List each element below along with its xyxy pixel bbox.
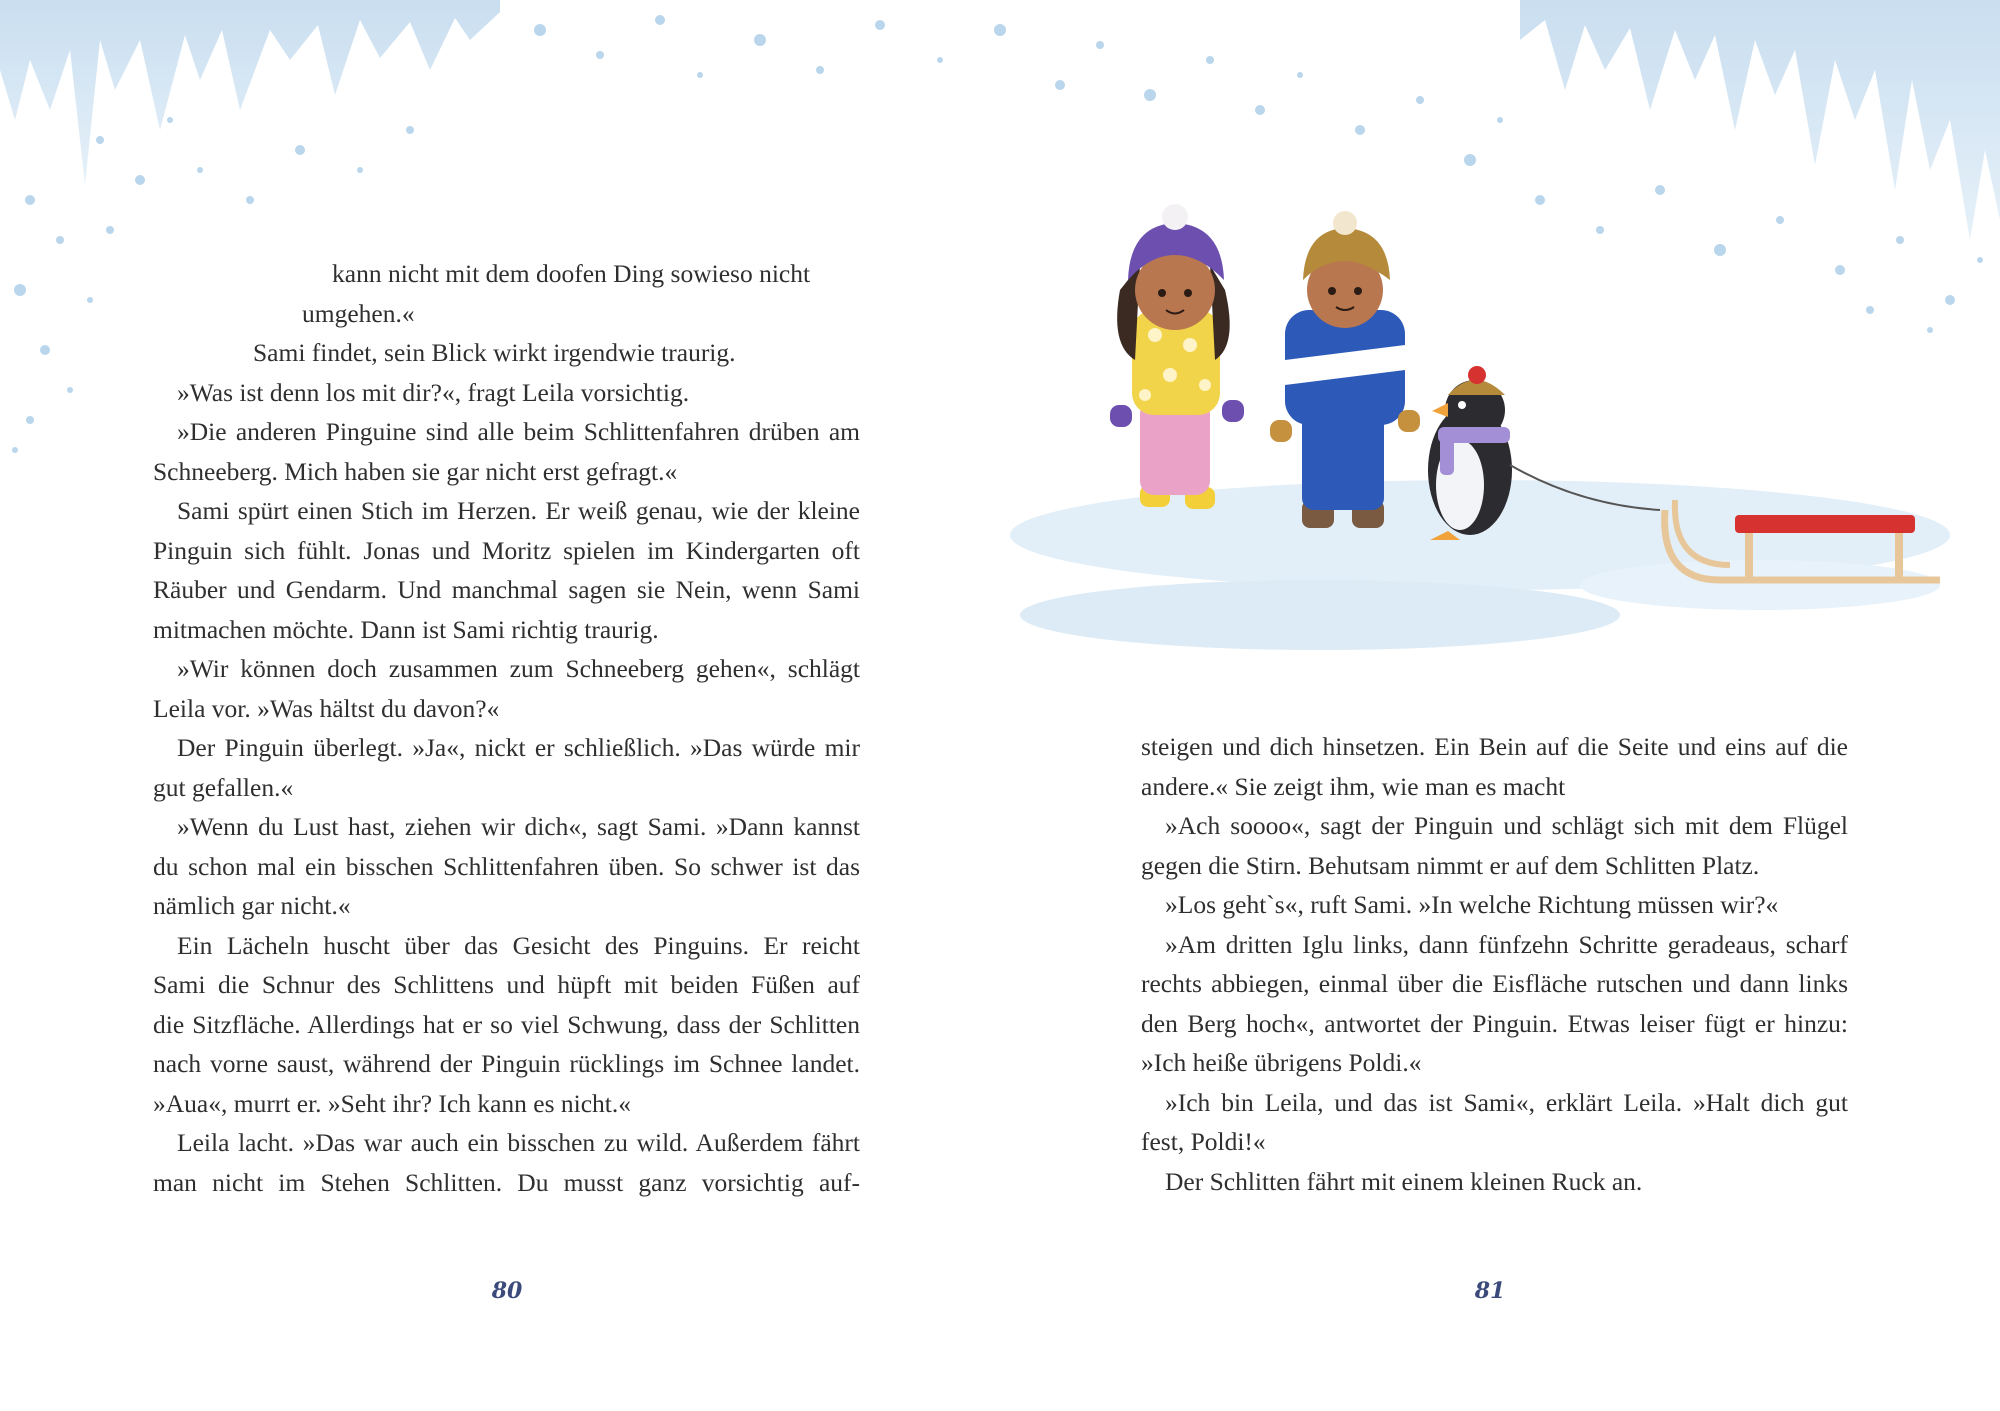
right-page-text bbox=[1141, 727, 1848, 1201]
text-line: »Ach soooo«, sagt der Pinguin und schlägt sich mit dem Flügel bbox=[1165, 811, 1848, 840]
children-penguin-sled-illustration bbox=[960, 195, 1960, 695]
text-line: »Was ist denn los mit dir?«, fragt Leila vorsichtig. bbox=[177, 377, 690, 407]
text-line: »Die anderen Pinguine sind alle beim Schlittenfahren drüben am bbox=[177, 417, 860, 446]
text-line: Sami die Schnur des Schlittens und hüpft mit beiden Füßen auf bbox=[153, 970, 860, 999]
girl-figure bbox=[1110, 204, 1244, 509]
text-line: »Aua«, murrt er. »Seht ihr? Ich kann es nicht.« bbox=[153, 1088, 632, 1118]
text-line: »Ich heiße übrigens Poldi.« bbox=[1141, 1048, 1422, 1077]
text-line: Schneeberg. Mich haben sie gar nicht erst gefragt.« bbox=[153, 456, 678, 486]
text-line: Pinguin sich fühlt. Jonas und Moritz spielen im Kindergarten oft bbox=[153, 535, 860, 565]
text-line: »Los geht`s«, ruft Sami. »In welche Richtung müssen wir?« bbox=[1165, 890, 1779, 919]
text-line: kann nicht mit dem doofen Ding sowieso nicht bbox=[332, 259, 811, 288]
text-line: umgehen.« bbox=[302, 298, 415, 328]
text-line: »Wir können doch zusammen zum Schneeberg gehen«, schlägt bbox=[177, 654, 860, 683]
text-line: Ein Lächeln huscht über das Gesicht des Pinguins. Er reicht bbox=[177, 930, 860, 960]
text-line: gut gefallen.« bbox=[153, 772, 294, 802]
boy-figure bbox=[1270, 211, 1420, 528]
text-line: »Wenn du Lust hast, ziehen wir dich«, sagt Sami. »Dann kannst bbox=[177, 812, 860, 841]
text-line: andere.« Sie zeigt ihm, wie man es macht bbox=[1141, 771, 1566, 801]
text-line: Der Schlitten fährt mit einem kleinen Ruck an. bbox=[1165, 1166, 1643, 1196]
text-line: Sami findet, sein Blick wirkt irgendwie traurig. bbox=[253, 338, 736, 367]
text-line: nämlich gar nicht.« bbox=[153, 891, 351, 920]
text-line: Leila vor. »Was hältst du davon?« bbox=[153, 693, 500, 723]
text-line: du schon mal ein bisschen Schlittenfahren üben. So schwer ist das bbox=[153, 851, 860, 881]
text-line: fest, Poldi!« bbox=[1141, 1127, 1266, 1156]
left-icicles bbox=[0, 0, 500, 185]
text-line: nach vorne saust, während der Pinguin rücklings im Schnee landet. bbox=[153, 1049, 860, 1078]
text-line: Sami spürt einen Stich im Herzen. Er weiß genau, wie der kleine bbox=[177, 496, 860, 525]
page-number-right: 81 bbox=[1474, 1278, 1506, 1304]
text-line: die Sitzfläche. Allerdings hat er so viel Schwung, dass der Schlitten bbox=[153, 1009, 860, 1039]
left-page-text bbox=[153, 254, 860, 1202]
text-line: Leila lacht. »Das war auch ein bisschen zu wild. Außerdem fährt bbox=[177, 1128, 860, 1157]
page-number-left: 80 bbox=[491, 1278, 523, 1304]
text-line: rechts abbiegen, einmal über die Eisfläche rutschen und dann links bbox=[1141, 969, 1848, 998]
text-line: man nicht im Stehen Schlitten. Du musst ganz vorsichtig auf- bbox=[153, 1167, 860, 1197]
text-line: Räuber und Gendarm. Und manchmal sagen sie Nein, wenn Sami bbox=[153, 575, 860, 604]
text-line: »Ich bin Leila, und das ist Sami«, erklärt Leila. »Halt dich gut bbox=[1165, 1087, 1848, 1117]
penguin-figure bbox=[1428, 366, 1512, 540]
text-line: den Berg hoch«, antwortet der Pinguin. Etwas leiser fügt er hinzu: bbox=[1141, 1008, 1848, 1038]
text-line: Der Pinguin überlegt. »Ja«, nickt er schließlich. »Das würde mir bbox=[177, 733, 860, 762]
text-line: gegen die Stirn. Behutsam nimmt er auf dem Schlitten Platz. bbox=[1141, 850, 1760, 880]
text-line: mitmachen möchte. Dann ist Sami richtig traurig. bbox=[153, 614, 659, 644]
text-line: steigen und dich hinsetzen. Ein Bein auf die Seite und eins auf die bbox=[1141, 732, 1848, 761]
text-line: »Am dritten Iglu links, dann fünfzehn Schritte geradeaus, scharf bbox=[1165, 929, 1848, 959]
